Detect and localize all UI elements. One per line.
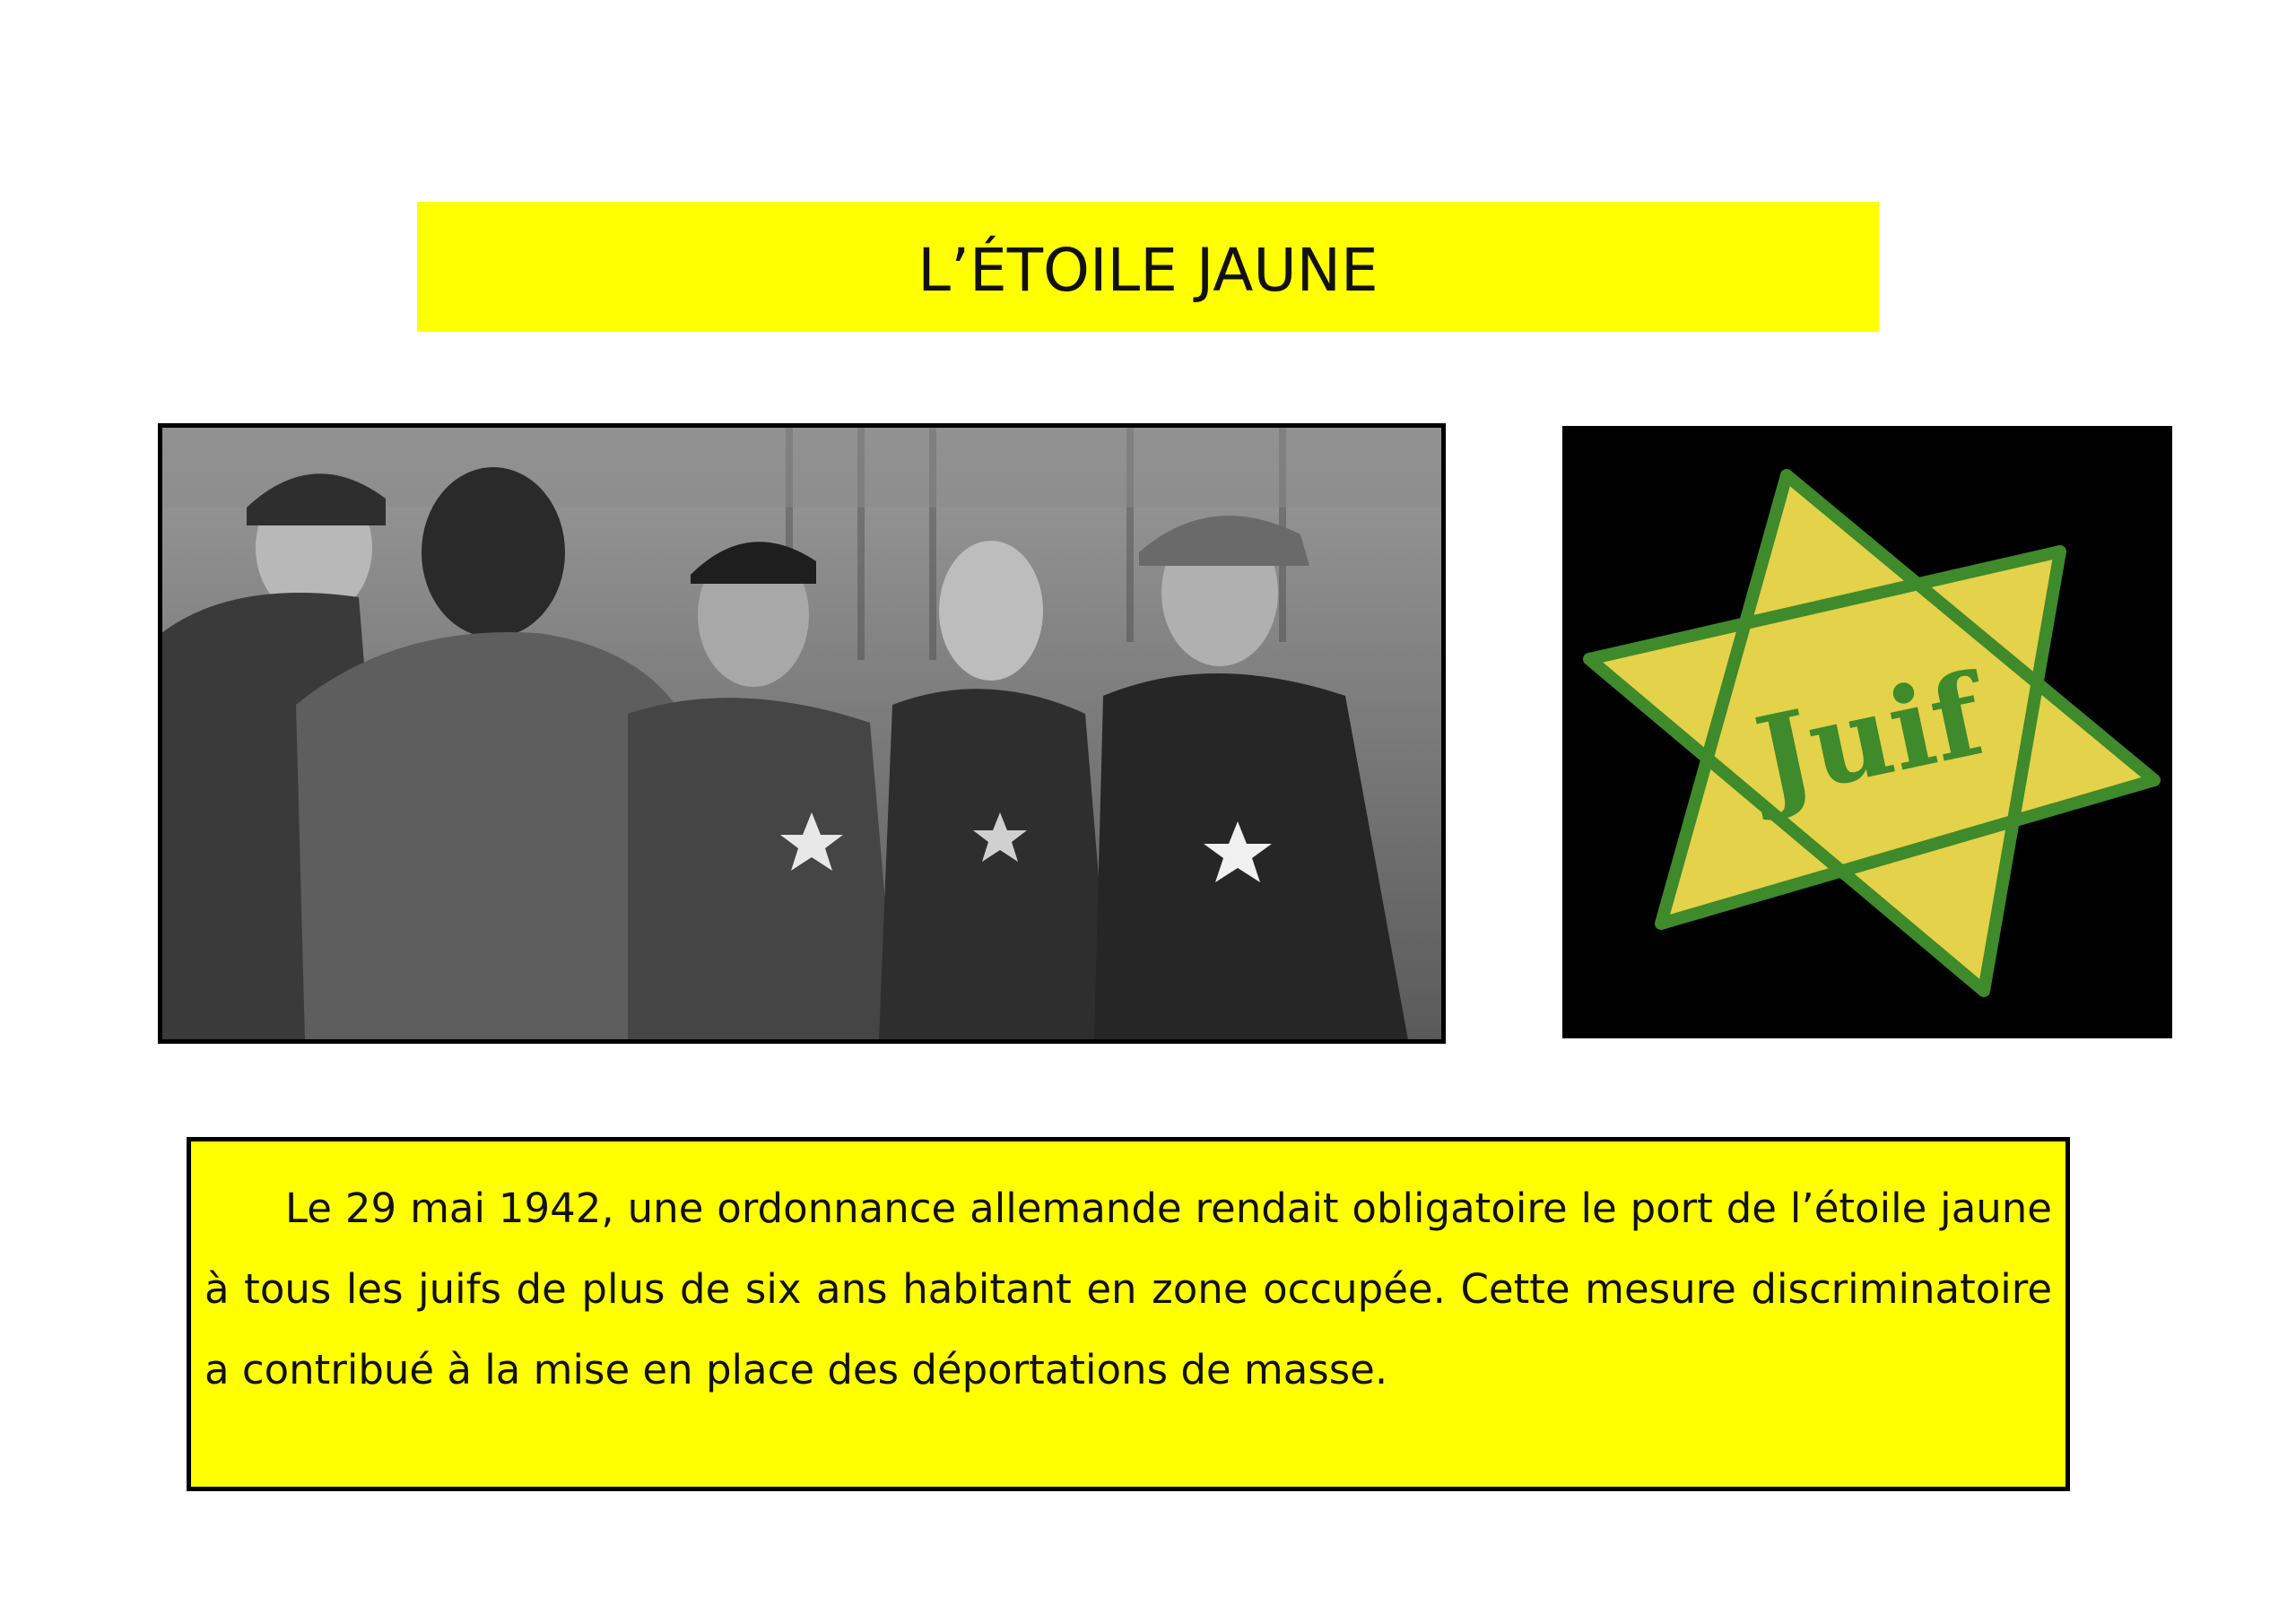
badge-label: Juif — [1745, 649, 1994, 825]
title-banner — [417, 202, 1879, 332]
photo-image — [161, 427, 1442, 1040]
historical-photo — [158, 423, 1446, 1044]
star-of-david-icon — [1562, 426, 2172, 1038]
description-text: Le 29 mai 1942, une ordonnance allemande rendait obligatoire le port de l’étoile jaune à tous les juifs de plus de six ans habitant en zone occupée. Cette mesure discriminatoire a contribué à la mise en place des déportations de masse. — [204, 1185, 2052, 1393]
yellow-star-badge — [1562, 426, 2172, 1038]
page-title: L’ÉTOILE JAUNE — [918, 236, 1378, 305]
description-box — [187, 1137, 2070, 1491]
